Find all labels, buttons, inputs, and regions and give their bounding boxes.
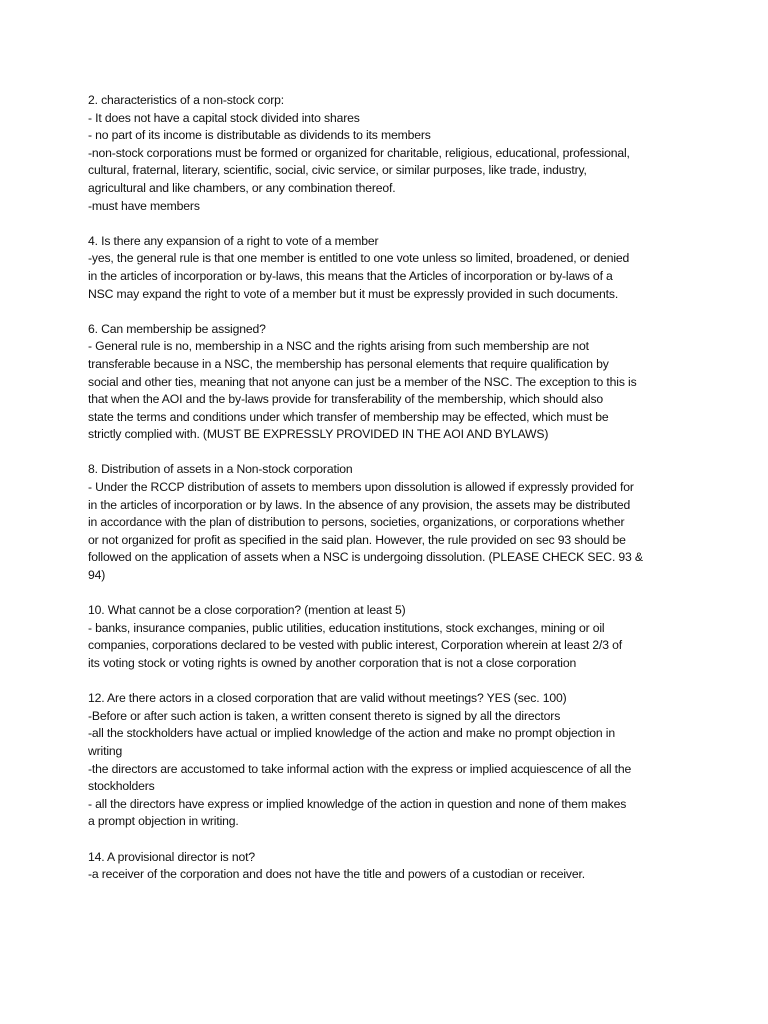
text-line: in the articles of incorporation or by-laws, this means that the Articles of incorporation or by-laws of a <box>88 268 613 283</box>
text-line: agricultural and like chambers, or any combination thereof. <box>88 180 396 195</box>
text-line: transferable because in a NSC, the membership has personal elements that require qualification by <box>88 356 609 371</box>
section-q10 <box>88 602 688 672</box>
section-heading: 4. Is there any expansion of a right to vote of a member <box>88 233 379 248</box>
section-q6 <box>88 321 688 444</box>
text-line: -yes, the general rule is that one member is entitled to one vote unless so limited, broadened, or denied <box>88 251 630 266</box>
section-q12 <box>88 690 688 831</box>
text-line: - all the directors have express or implied knowledge of the action in question and none of them makes <box>88 796 627 811</box>
text-line: strictly complied with. (MUST BE EXPRESSLY PROVIDED IN THE AOI AND BYLAWS) <box>88 427 549 442</box>
text-line: - no part of its income is distributable as dividends to its members <box>88 128 431 143</box>
text-line: -Before or after such action is taken, a written consent thereto is signed by all the directors <box>88 708 561 723</box>
text-line: -a receiver of the corporation and does not have the title and powers of a custodian or receiver. <box>88 867 585 882</box>
text-line: social and other ties, meaning that not anyone can just be a member of the NSC. The exception to this is <box>88 374 637 389</box>
text-line: or not organized for profit as specified in the said plan. However, the rule provided on sec 93 should be <box>88 532 626 547</box>
text-line: -non-stock corporations must be formed or organized for charitable, religious, educational, professional, <box>88 145 630 160</box>
text-line: NSC may expand the right to vote of a member but it must be expressly provided in such documents. <box>88 286 619 301</box>
text-line: state the terms and conditions under which transfer of membership may be effected, which must be <box>88 409 609 424</box>
text-line: -the directors are accustomed to take informal action with the express or implied acquiescence of all the <box>88 761 632 776</box>
text-line: - banks, insurance companies, public utilities, education institutions, stock exchanges, mining or oil <box>88 620 605 635</box>
text-line: - Under the RCCP distribution of assets to members upon dissolution is allowed if expressly provided for <box>88 480 634 495</box>
text-line: cultural, fraternal, literary, scientific, social, civic service, or similar purposes, like trade, industry, <box>88 163 587 178</box>
section-q4 <box>88 233 688 303</box>
text-line: -must have members <box>88 198 200 213</box>
text-line: a prompt objection in writing. <box>88 814 239 829</box>
section-heading: 8. Distribution of assets in a Non-stock corporation <box>88 462 353 477</box>
section-q2 <box>88 92 688 215</box>
text-line: -all the stockholders have actual or implied knowledge of the action and make no prompt objection in <box>88 726 615 741</box>
text-line: followed on the application of assets when a NSC is undergoing dissolution. (PLEASE CHECK SEC. 93 & <box>88 550 643 565</box>
section-heading: 6. Can membership be assigned? <box>88 321 266 336</box>
text-line: companies, corporations declared to be vested with public interest, Corporation wherein at least 2/3 of <box>88 638 622 653</box>
text-line: that when the AOI and the by-laws provide for transferability of the membership, which should also <box>88 392 604 407</box>
text-line: its voting stock or voting rights is owned by another corporation that is not a close corporation <box>88 656 577 670</box>
text-line: - It does not have a capital stock divided into shares <box>88 110 360 125</box>
text-line: in accordance with the plan of distribution to persons, societies, organizations, or corporations whether <box>88 515 625 530</box>
document-page <box>88 92 688 901</box>
section-q8 <box>88 461 688 584</box>
section-heading: 12. Are there actors in a closed corporation that are valid without meetings? YES (sec. 100) <box>88 691 567 706</box>
section-heading: 2. characteristics of a non-stock corp: <box>88 93 285 107</box>
section-q14 <box>88 849 688 884</box>
text-line: in the articles of incorporation or by laws. In the absence of any provision, the assets may be distributed <box>88 497 631 512</box>
text-line: - General rule is no, membership in a NSC and the rights arising from such membership are not <box>88 339 589 354</box>
text-line: writing <box>88 743 123 758</box>
text-line: 94) <box>88 568 106 583</box>
section-heading: 10. What cannot be a close corporation? (mention at least 5) <box>88 603 406 618</box>
text-line: stockholders <box>88 779 155 794</box>
section-heading: 14. A provisional director is not? <box>88 849 255 864</box>
